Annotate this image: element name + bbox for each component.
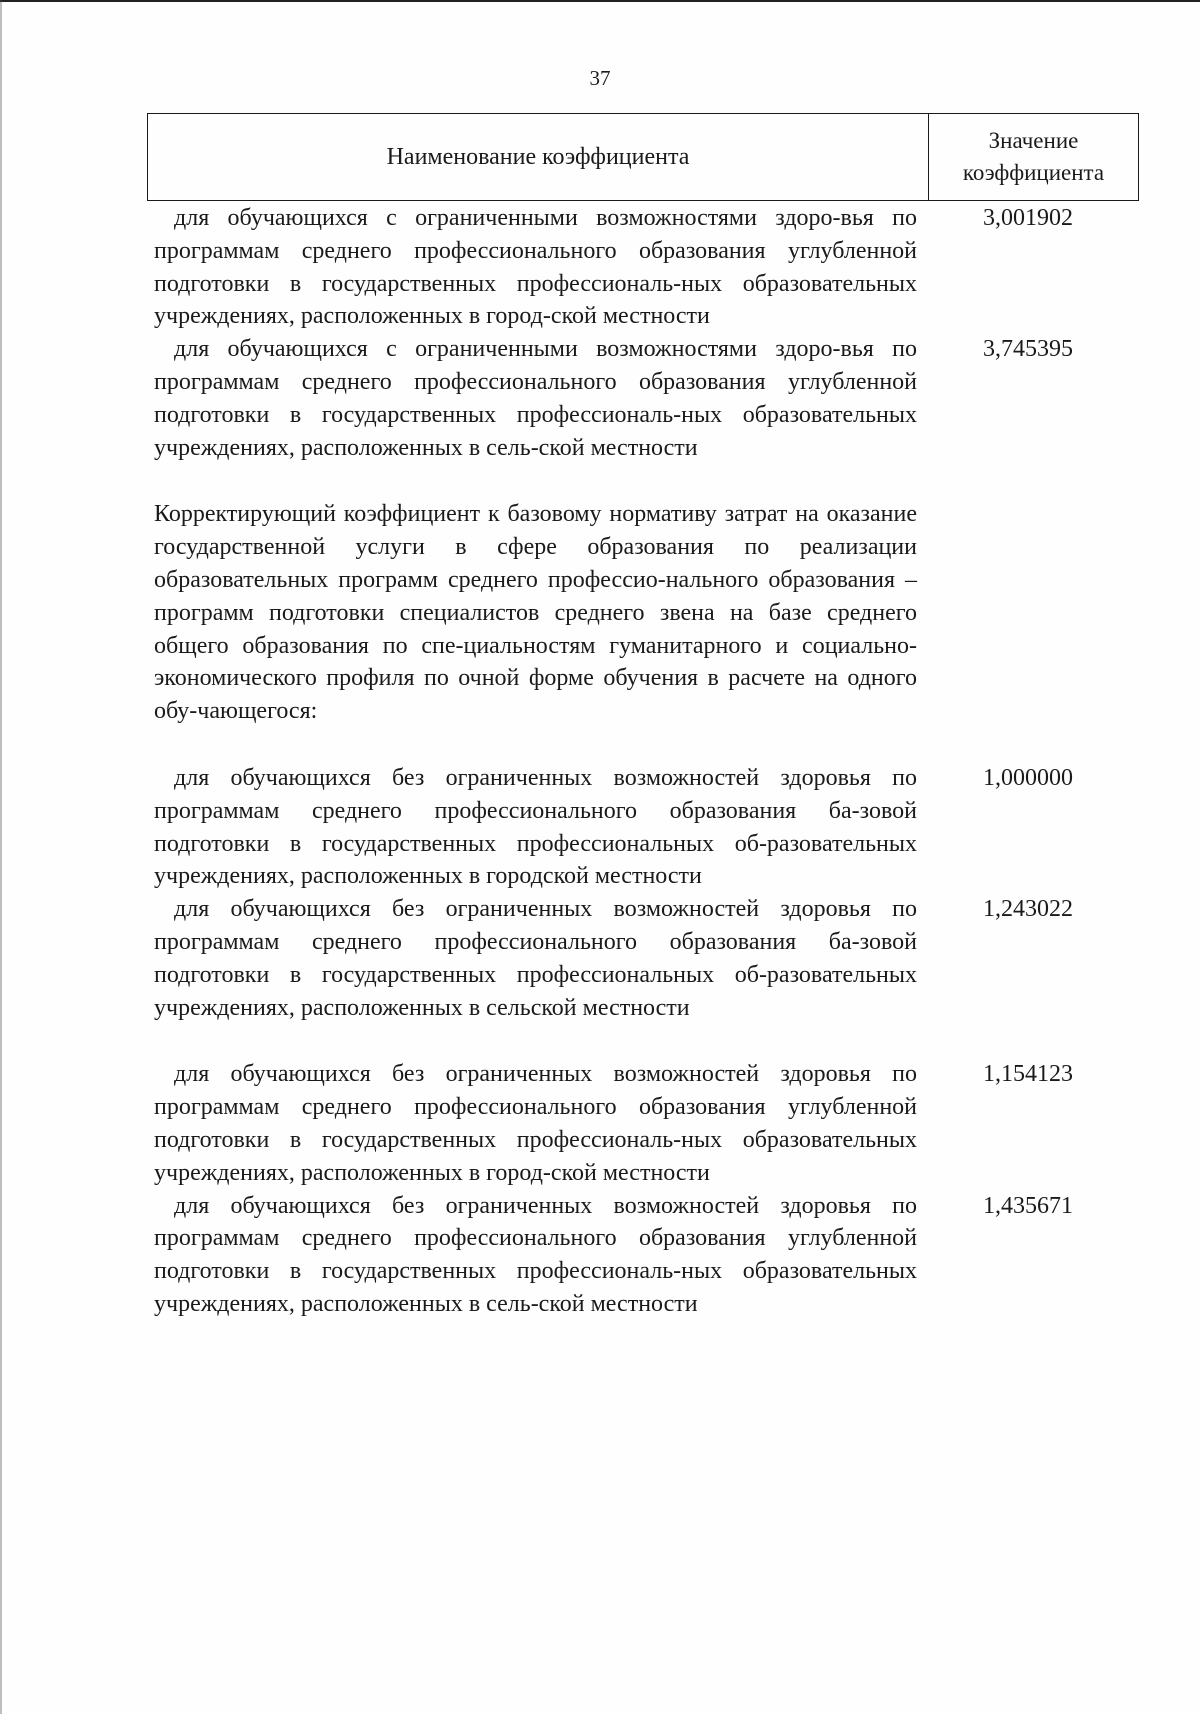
row-description: для обучающихся без ограниченных возможностей здоровья по программам среднего профессионального образования ба-зовой подготовки в государственных профессиональных об-разовательных учреждениях, расположенных в сельской местности <box>154 896 917 1021</box>
header-value-line1: Значение <box>988 128 1079 153</box>
header-value-line2: коэффициента <box>962 160 1105 185</box>
table-row <box>154 333 1139 464</box>
header-coefficient-value <box>929 114 1138 200</box>
row-value: 1,000000 <box>983 764 1073 791</box>
table-row <box>154 202 1139 333</box>
table-row <box>154 762 1139 893</box>
coefficient-table-body <box>154 202 1139 1321</box>
table-row <box>154 1190 1139 1321</box>
row-value: 1,154123 <box>983 1061 1073 1088</box>
row-value: 3,001902 <box>983 205 1073 231</box>
row-value: 1,243022 <box>983 896 1073 923</box>
table-header <box>147 113 1139 201</box>
row-value: 3,745395 <box>983 336 1073 363</box>
table-row-section-title <box>154 498 1139 728</box>
table-row <box>154 893 1139 1024</box>
scan-edge-top <box>0 0 1200 2</box>
row-description: для обучающихся без ограниченных возможностей здоровья по программам среднего профессионального образования углубленной подготовки в государственных профессиональ-ных образовательных учреждениях, расположенных в сель-ской местности <box>154 1192 917 1317</box>
scan-edge-left <box>0 0 2 1714</box>
section-description: Корректирующий коэффициент к базовому нормативу затрат на оказание государственной услуги в сфере образования по реализации образовательных программ среднего профессио-нального образования – программ подготовки специалистов среднего звена на базе среднего общего образования по спе-циальностям гуманитарного и социально-экономического профиля по очной форме обучения в расчете на одного обу-чающегося: <box>154 501 917 725</box>
header-coefficient-name: Наименование коэффициента <box>148 114 929 200</box>
row-description: для обучающихся без ограниченных возможностей здоровья по программам среднего профессионального образования углубленной подготовки в государственных профессиональ-ных образовательных учреждениях, расположенных в город-ской местности <box>154 1061 917 1186</box>
row-description: для обучающихся с ограниченными возможностями здоро-вья по программам среднего профессионального образования углубленной подготовки в государственных профессиональ-ных образовательных учреждениях, расположенных в сель-ской местности <box>154 336 917 461</box>
page-number: 37 <box>589 66 611 90</box>
row-description: для обучающихся без ограниченных возможностей здоровья по программам среднего профессионального образования ба-зовой подготовки в государственных профессиональных об-разовательных учреждениях, расположенных в городской местности <box>154 764 917 890</box>
table-row <box>154 1058 1139 1189</box>
row-value: 1,435671 <box>983 1192 1073 1219</box>
row-description: для обучающихся с ограниченными возможностями здоро-вья по программам среднего профессионального образования углубленной подготовки в государственных профессиональ-ных образовательных учреждениях, расположенных в город-ской местности <box>154 205 917 330</box>
